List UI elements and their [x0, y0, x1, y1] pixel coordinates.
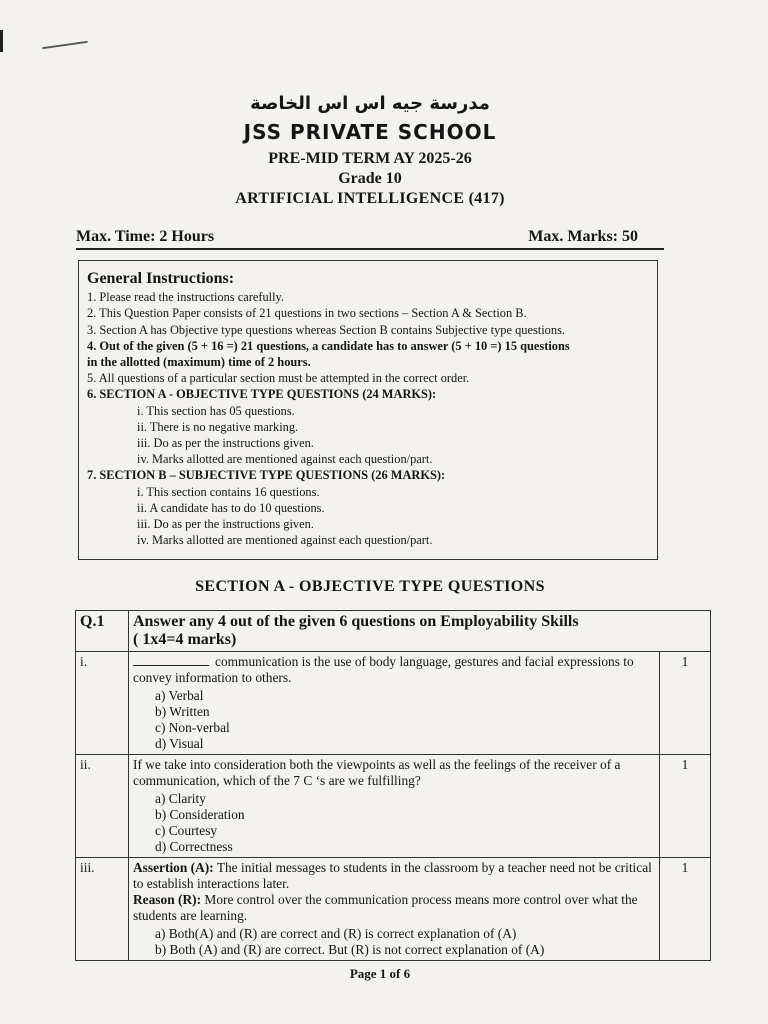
question-heading-text: Answer any 4 out of the given 6 questions on Employability Skills: [133, 613, 579, 630]
section-b-instruction: iii. Do as per the instructions given.: [137, 517, 314, 532]
instruction-line: 3. Section A has Objective type questions whereas Section B contains Subjective type questions.: [87, 322, 565, 337]
pen-mark: [42, 41, 88, 49]
options-list: [155, 791, 655, 855]
options-list: [155, 926, 655, 958]
page-number: Page 1 of 6: [349, 966, 411, 981]
section-a-instruction: i. This section has 05 questions.: [137, 403, 295, 418]
question-heading-marks: ( 1x4=4 marks): [133, 631, 237, 648]
instruction-line: 1. Please read the instructions carefully.: [87, 290, 285, 305]
general-instructions-box: [78, 260, 658, 560]
subquestion-number: iii.: [76, 858, 129, 961]
instructions-title: General Instructions:: [87, 270, 235, 287]
question-number: Q.1: [76, 611, 129, 652]
section-a-instruction: iii. Do as per the instructions given.: [137, 436, 314, 451]
table-row: [76, 755, 711, 858]
table-row: [76, 652, 711, 755]
instruction-line: 6. SECTION A - OBJECTIVE TYPE QUESTIONS (24 MARKS):: [87, 387, 437, 402]
assertion-label: Assertion (A):: [133, 860, 214, 875]
subquestion-body: [129, 755, 660, 858]
subject-title: ARTIFICIAL INTELLIGENCE (417): [235, 190, 505, 207]
subquestion-number: ii.: [76, 755, 129, 858]
assertion-text: The initial messages to students in the classroom by a teacher need not be critical to establish interactions later.: [133, 860, 652, 891]
question-header-row: [76, 611, 711, 652]
fill-blank: [133, 665, 209, 666]
section-a-title: SECTION A - OBJECTIVE TYPE QUESTIONS: [195, 578, 545, 595]
subquestion-body: [129, 652, 660, 755]
section-b-instruction: i. This section contains 16 questions.: [137, 484, 320, 499]
marks-cell: 1: [660, 652, 711, 755]
option: c) Non-verbal: [155, 720, 230, 735]
section-a-instruction: iv. Marks allotted are mentioned against each question/part.: [137, 452, 433, 467]
option: b) Consideration: [155, 807, 245, 822]
question-heading: [129, 611, 711, 652]
marks-cell: 1: [660, 755, 711, 858]
max-marks: Max. Marks: 50: [528, 228, 638, 245]
subquestion-body: [129, 858, 660, 961]
grade-label: Grade 10: [338, 170, 402, 187]
subquestion-text: If we take into consideration both the viewpoints as well as the feelings of the receiver of a communication, which of the 7 C ‘s are we fulfilling?: [133, 757, 621, 788]
school-name: JSS PRIVATE SCHOOL: [243, 120, 497, 144]
option: b) Written: [155, 704, 210, 719]
exam-header: [0, 92, 740, 208]
marks-cell: 1: [660, 858, 711, 961]
section-b-instruction: iv. Marks allotted are mentioned against each question/part.: [137, 533, 433, 548]
reason-text: More control over the communication process means more control over what the students are learning.: [133, 892, 638, 923]
instruction-line: in the allotted (maximum) time of 2 hours.: [87, 355, 311, 370]
school-name-arabic: مدرسة جيه اس اس الخاصة: [250, 93, 490, 114]
max-time: Max. Time: 2 Hours: [76, 228, 215, 245]
question-table: [75, 610, 711, 961]
option: a) Clarity: [155, 791, 206, 806]
instruction-line: 2. This Question Paper consists of 21 questions in two sections – Section A & Section B.: [87, 306, 527, 321]
instruction-line: 4. Out of the given (5 + 16 =) 21 questions, a candidate has to answer (5 + 10 =) 15 questions: [87, 338, 570, 353]
instruction-line: 5. All questions of a particular section must be attempted in the correct order.: [87, 371, 470, 386]
instruction-line: 7. SECTION B – SUBJECTIVE TYPE QUESTIONS (26 MARKS):: [87, 468, 446, 483]
exam-meta: [76, 226, 664, 250]
subquestion-text: communication is the use of body language, gestures and facial expressions to convey information to others.: [133, 654, 634, 685]
options-list: [155, 688, 655, 752]
section-a-instruction: ii. There is no negative marking.: [137, 419, 299, 434]
page-edge-mark: [0, 30, 3, 52]
exam-title: PRE-MID TERM AY 2025-26: [268, 150, 472, 167]
table-row: [76, 858, 711, 961]
option: a) Both(A) and (R) are correct and (R) is correct explanation of (A): [155, 926, 517, 941]
option: a) Verbal: [155, 688, 204, 703]
option: c) Courtesy: [155, 823, 218, 838]
option: d) Visual: [155, 736, 204, 751]
section-b-instruction: ii. A candidate has to do 10 questions.: [137, 500, 325, 515]
option: b) Both (A) and (R) are correct. But (R) is not correct explanation of (A): [155, 942, 545, 957]
reason-label: Reason (R):: [133, 892, 202, 907]
option: d) Correctness: [155, 839, 233, 854]
subquestion-number: i.: [76, 652, 129, 755]
